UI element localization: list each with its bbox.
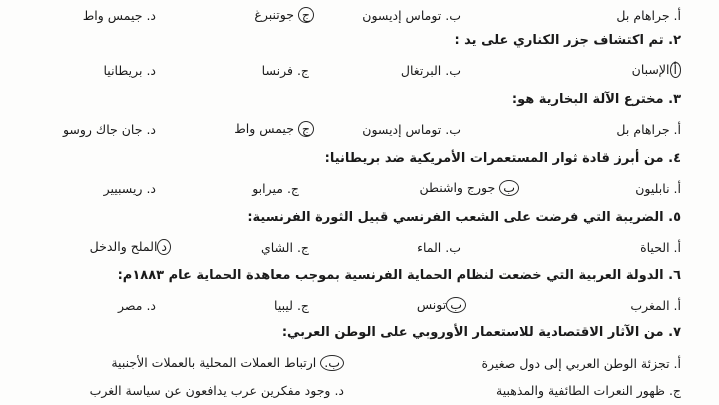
q2-option-d: د. بريطانيا [103,63,156,78]
answer-circle-mark: ج [298,121,314,137]
q1-option-b: ب. توماس إديسون [362,8,461,23]
q2-option-b: ب. البرتغال [400,63,461,78]
q3-option-b: ب. توماس إديسون [362,122,461,137]
answer-circle-mark: ج [298,7,314,23]
q5-option-d: دالملح والدخل [90,239,171,255]
q1-option-c: ج جوتنبرغ [254,7,314,23]
q7-option-a: أ. تجزئة الوطن العربي إلى دول صغيرة [481,356,681,371]
q4-option-d: د. ريسبيير [103,181,156,196]
q5-option-a: أ. الحياة [640,240,681,255]
q6-option-b: بتونس [417,297,466,313]
q2-option-c: ج. فرنسا [261,63,309,78]
q3-option-a: أ. جراهام بل [616,122,681,137]
q4-option-c: ج. ميرابو [252,181,299,196]
q6-text: ٦. الدولة العربية التي خضعت لنظام الحماية الفرنسية بموجب معاهدة الحماية عام ١٨٨٣م: [117,268,681,283]
q4-text: ٤. من أبرز قادة ثوار المستعمرات الأمريكية ضد بريطانيا: [324,151,681,166]
q1-option-d: د. جيمس واط [82,8,156,23]
q7-option-d: د. وجود مفكرين عرب يدافعون عن سياسة الغرب [89,383,344,398]
q7-text: ٧. من الآثار الاقتصادية للاستعمار الأوروبي على الوطن العربي: [281,325,681,340]
q2-text: ٢. تم اكتشاف جزر الكناري على يد : [454,33,681,48]
q6-option-d: د. مصر [118,298,156,313]
q5-option-c: ج. الشاي [260,240,309,255]
q2-option-a: أالإسبان [632,62,681,78]
q6-option-a: أ. المغرب [630,298,681,313]
q4-option-a: أ. نابليون [635,181,681,196]
q1-option-a: أ. جراهام بل [616,8,681,23]
q7-option-b: ب. ارتباط العملات المحلية بالعملات الأجنبية [111,355,344,371]
q4-option-b: ب جورج واشنطن [419,180,519,196]
answer-circle-mark: ب. [320,355,344,371]
q5-text: ٥. الضريبة التي فرضت على الشعب الفرنسي قبيل الثورة الفرنسية: [247,210,681,225]
q6-option-c: ج. ليبيا [274,298,309,313]
q5-option-b: ب. الماء [417,240,461,255]
answer-circle-mark: ب [446,297,466,313]
answer-circle-mark: أ [670,62,681,78]
q3-option-d: د. جان جاك روسو [62,122,156,137]
answer-circle-mark: د [157,239,171,255]
q7-option-c: ج. ظهور النعرات الطائفية والمذهبية [496,383,681,398]
answer-circle-mark: ب [499,180,519,196]
q3-text: ٣. مخترع الآلة البخارية هو: [511,92,681,107]
q3-option-c: ج جيمس واط [234,121,314,137]
